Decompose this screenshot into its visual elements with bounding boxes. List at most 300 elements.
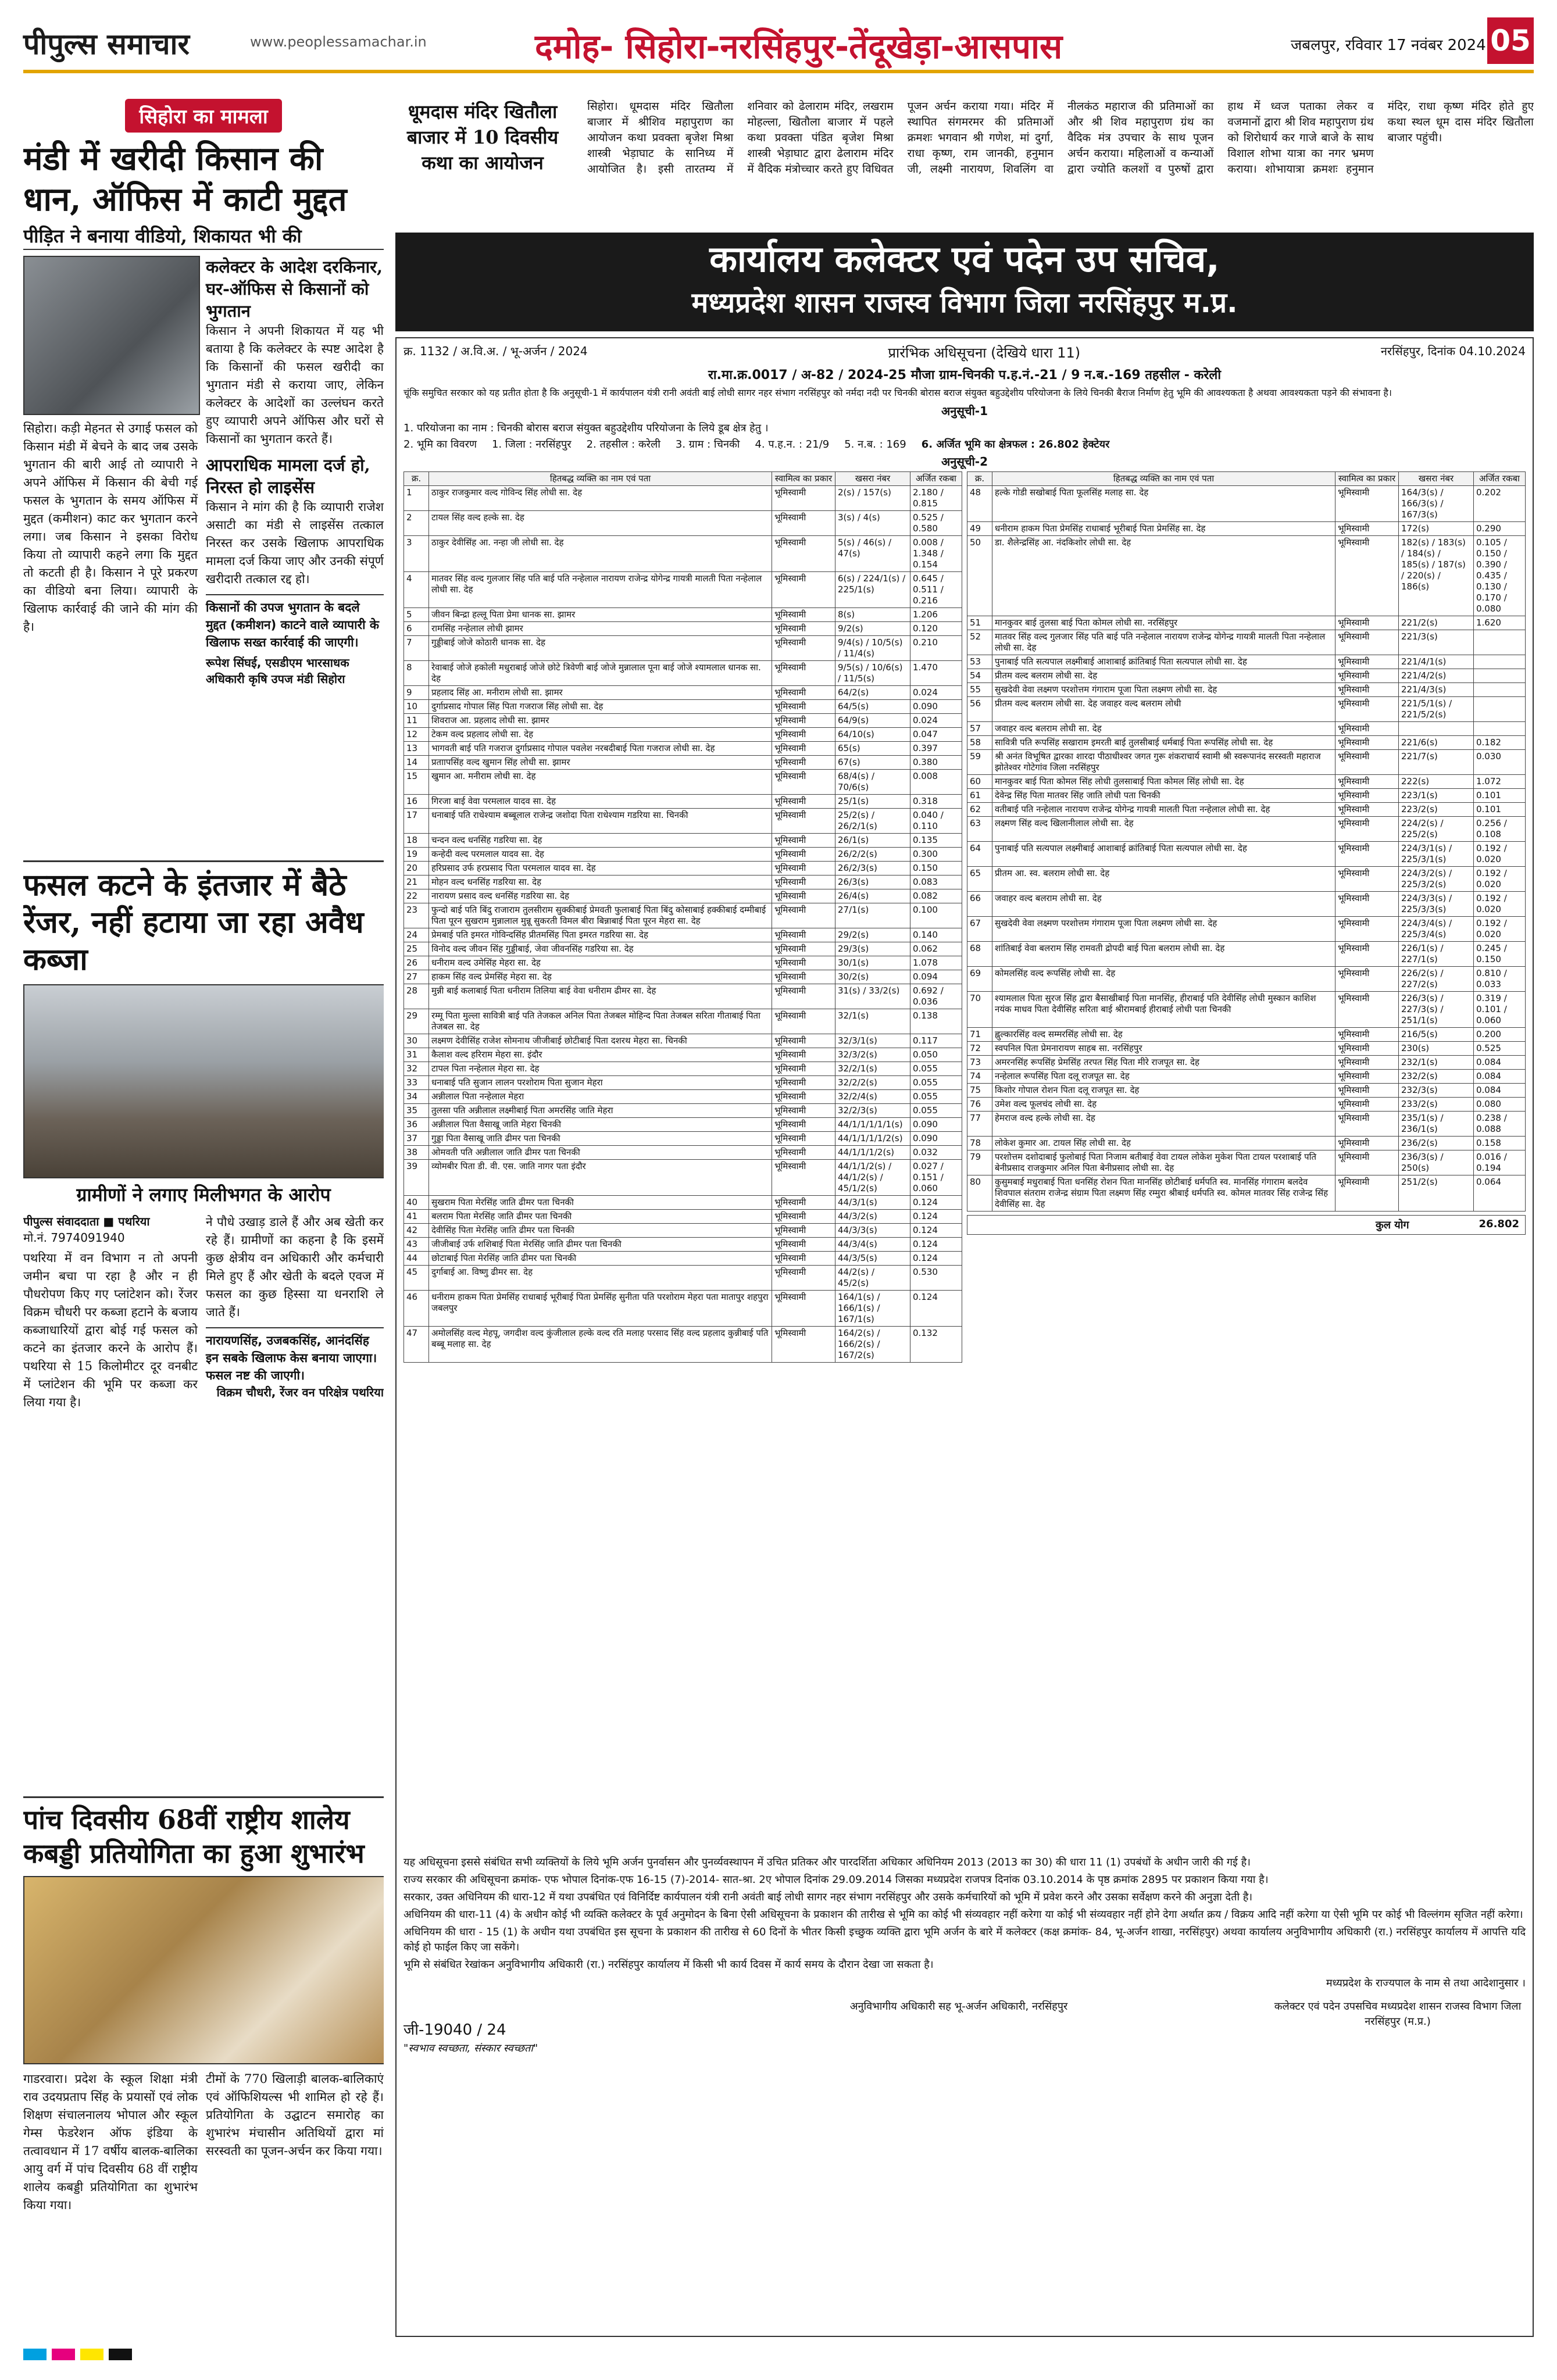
table-cell: रम्मू पिता मुल्ला सावित्री बाई पति तेजकल अनिल पिता तेजबल मोहिन्द पिता तेजबल सरिता गीताबाई पिता तेजबल सा. देह bbox=[429, 1009, 772, 1034]
land-detail-item: 6. अर्जित भूमि का क्षेत्रफल : 26.802 हेक्टेयर bbox=[921, 438, 1110, 451]
story-subhead: पीड़ित ने बनाया वीडियो, शिकायत भी की bbox=[23, 223, 384, 250]
table-cell: टायल सिंह वल्द हल्के सा. देह bbox=[429, 511, 772, 536]
table-row bbox=[404, 1118, 962, 1132]
table-cell: भूमिस्वामी bbox=[772, 572, 835, 608]
table-cell: भूमिस्वामी bbox=[1335, 1137, 1399, 1150]
table-cell: भूमिस्वामी bbox=[772, 1009, 835, 1034]
table-cell: भूमिस्वामी bbox=[772, 1048, 835, 1062]
table-cell: 0.101 bbox=[1474, 789, 1526, 803]
table-cell: 223/2(s) bbox=[1399, 803, 1474, 817]
table-cell: 0.124 bbox=[910, 1224, 962, 1238]
table-cell: 0.040 / 0.110 bbox=[910, 809, 962, 834]
table-cell: 15 bbox=[404, 770, 429, 795]
table-cell: 14 bbox=[404, 756, 429, 770]
table-cell: 64 bbox=[967, 842, 992, 867]
project-name: 1. परियोजना का नाम : चिनकी बोरास बराज संयुक्त बहुउद्देशीय परियोजना के लिये डूब क्षेत्र हेतु । bbox=[403, 422, 769, 434]
table-cell: 32 bbox=[404, 1062, 429, 1076]
table-cell: भूमिस्वामी bbox=[772, 1132, 835, 1146]
table-cell: 0.124 bbox=[910, 1291, 962, 1327]
table-row bbox=[404, 834, 962, 848]
signature-collector: कलेक्टर एवं पदेन उपसचिव मध्यप्रदेश शासन राजस्व विभाग जिला नरसिंहपुर (म.प्र.) bbox=[1274, 2000, 1522, 2028]
table-cell: 0.210 bbox=[910, 636, 962, 661]
table-row bbox=[967, 1042, 1526, 1056]
table-row bbox=[404, 1252, 962, 1266]
table-cell: 235/1(s) / 236/1(s) bbox=[1399, 1112, 1474, 1137]
table-cell: 13 bbox=[404, 742, 429, 756]
story-body-continued: ने पौधे उखाड़ डाले हैं और अब खेती कर रहे हैं। ग्रामीणों का कहना है कि इसमें कुछ क्षेत्रीय वन अधिकारी और कर्मचारी मिले हुए हैं और खेती के बदले एवज में फसल का कुछ हिस्सा या धनराशि ले जाते हैं। bbox=[206, 1215, 384, 1319]
table-row bbox=[967, 1028, 1526, 1042]
table-cell: 0.100 bbox=[910, 903, 962, 928]
table-cell: कैलाश वल्द हरिराम मेहरा सा. इंदौर bbox=[429, 1048, 772, 1062]
table-cell: 68/4(s) / 70/6(s) bbox=[835, 770, 910, 795]
table-cell: 0.084 bbox=[1474, 1070, 1526, 1084]
table-cell: 232/3(s) bbox=[1399, 1084, 1474, 1098]
table-cell: 54 bbox=[967, 669, 992, 683]
table-cell: 0.084 bbox=[1474, 1056, 1526, 1070]
table-cell: धनीराम हाकम पिता प्रेमसिंह राधाबाई भूरीबाई पिता प्रेमसिंह सा. देह bbox=[992, 522, 1335, 536]
table-row bbox=[967, 917, 1526, 942]
table-cell: 0.117 bbox=[910, 1034, 962, 1048]
table-cell: प्रीतम आ. स्व. बलराम लोधी सा. देह bbox=[992, 867, 1335, 892]
table-cell: भूमिस्वामी bbox=[1335, 616, 1399, 630]
table-cell: 26/2/3(s) bbox=[835, 862, 910, 875]
table-cell: शांतिबाई वेवा बलराम सिंह रामवती द्रोपदी बाई पिता बलराम लोधी सा. देह bbox=[992, 942, 1335, 967]
table-cell: 16 bbox=[404, 795, 429, 809]
quote-attribution: रूपेश सिंघई, एसडीएम भारसाधक अधिकारी कृषि उपज मंडी सिहोरा bbox=[206, 656, 349, 686]
table-cell: 0.192 / 0.020 bbox=[1474, 867, 1526, 892]
table-cell: 44/2(s) / 45/2(s) bbox=[835, 1266, 910, 1291]
notice-para: राज्य सरकार की अधिसूचना क्रमांक- एफ भोपाल दिनांक-एफ 16-15 (7)-2014- सात-श्रा. 2ए भोपाल दिनांक 29.09.2014 जिसका मध्यप्रदेश राजपत्र दिनांक 03.10.2014 के पृष्ठ क्रमांक 2895 पर प्रकाशन किया गया है। bbox=[403, 1874, 1269, 1886]
table-cell: 30 bbox=[404, 1034, 429, 1048]
table-cell: 0.135 bbox=[910, 834, 962, 848]
table-cell: भूमिस्वामी bbox=[772, 1118, 835, 1132]
story-headline: पांच दिवसीय 68वीं राष्ट्रीय शालेय कबड्डी प्रतियोगिता का हुआ शुभारंभ bbox=[23, 1804, 365, 1869]
governor-line: मध्यप्रदेश के राज्यपाल के नाम से तथा आदेशानुसार । bbox=[1326, 1977, 1526, 1989]
notice-title-line1: कार्यालय कलेक्टर एवं पदेन उप सचिव, bbox=[709, 238, 1220, 280]
table-cell: विनोद वल्द जीवन सिंह गुड्डीबाई, जेवा जीवनसिंह गडरिया सा. देह bbox=[429, 942, 772, 956]
table-cell: 0.238 / 0.088 bbox=[1474, 1112, 1526, 1137]
table-cell: भूमिस्वामी bbox=[772, 903, 835, 928]
table-cell: 232/2(s) bbox=[1399, 1070, 1474, 1084]
table-cell: भूमिस्वामी bbox=[772, 686, 835, 700]
table-cell: 0.318 bbox=[910, 795, 962, 809]
table-cell: 0.055 bbox=[910, 1062, 962, 1076]
table-cell: 39 bbox=[404, 1160, 429, 1196]
table-cell: 45 bbox=[404, 1266, 429, 1291]
issue-date: जबलपुर, रविवार 17 नवंबर 2024 bbox=[1291, 37, 1486, 54]
table-cell: 70 bbox=[967, 992, 992, 1028]
table-cell: 29/2(s) bbox=[835, 928, 910, 942]
table-cell: 0.055 bbox=[910, 1104, 962, 1118]
table-cell: 26/1(s) bbox=[835, 834, 910, 848]
table-cell: 0.192 / 0.020 bbox=[1474, 917, 1526, 942]
story-headline: फसल कटने के इंतजार में बैठे रेंजर, नहीं हटाया जा रहा अवैध कब्जा bbox=[23, 867, 364, 977]
table-cell: 1.072 bbox=[1474, 775, 1526, 789]
table-cell: बलराम पिता मेरसिंह जाति ढीमर पता चिनकी bbox=[429, 1210, 772, 1224]
schedule2-title: अनुसूची-2 bbox=[941, 455, 988, 469]
table-row bbox=[404, 1048, 962, 1062]
land-detail-item: 5. न.ब. : 169 bbox=[844, 438, 906, 451]
table-cell: 0.080 bbox=[1474, 1098, 1526, 1112]
table-cell: भूमिस्वामी bbox=[772, 875, 835, 889]
table-cell: 59 bbox=[967, 750, 992, 775]
table-cell: 0.300 bbox=[910, 848, 962, 862]
land-detail-item: 4. प.ह.न. : 21/9 bbox=[755, 438, 830, 451]
table-cell: 230(s) bbox=[1399, 1042, 1474, 1056]
col-header: हितबद्ध व्यक्ति का नाम एवं पता bbox=[429, 472, 772, 486]
table-cell: 49 bbox=[967, 522, 992, 536]
table-row bbox=[967, 892, 1526, 917]
table-row bbox=[967, 1175, 1526, 1212]
table-cell: भूमिस्वामी bbox=[1335, 867, 1399, 892]
table-cell: 46 bbox=[404, 1291, 429, 1327]
table-row bbox=[967, 992, 1526, 1028]
table-cell: 5 bbox=[404, 608, 429, 622]
table-cell: प्रीतम वल्द बलराम लोधी सा. देह जवाहर वल्द बलराम लोधी bbox=[992, 697, 1335, 722]
table-cell: जवाहर वल्द बलराम लोधी सा. देह bbox=[992, 892, 1335, 917]
black-mark bbox=[109, 2349, 132, 2360]
table-row bbox=[967, 736, 1526, 750]
table-cell: 44/3/5(s) bbox=[835, 1252, 910, 1266]
table-cell: 44 bbox=[404, 1252, 429, 1266]
table-cell: भूमिस्वामी bbox=[772, 486, 835, 511]
table-cell: मातवर सिंह वल्द गुलजार सिंह पति बाई पति नन्हेलाल नारायण राजेन्द्र योगेन्द्र गायत्री मालती पिता नन्हेलाल लोधी सा. देह bbox=[429, 572, 772, 608]
table-cell: 0.158 bbox=[1474, 1137, 1526, 1150]
table-cell: कुसुमबाई मधुराबाई पिता धनसिंह रोशन पिता मानसिंह छोटीबाई धर्मपति स्व. मानसिंह गंगाराम बलदेव शिवपाल संतराम राजेन्द्र संग्राम पिता लक्ष्मण सिंह रम्मुरा श्रीबाई धर्मपति स्व. कोमल मातवर सिंह राजेन्द्र सिंह देवीसिंह सा. देह bbox=[992, 1175, 1335, 1212]
ad-code: जी-19040 / 24 bbox=[403, 2021, 506, 2039]
table-cell: 0.090 bbox=[910, 1132, 962, 1146]
table-cell: धनीराम हाकम पिता प्रेमसिंह राधाबाई भूरीबाई पिता प्रेमसिंह सुनीता पति परशोराम मेहरा पता मातापुर शहपुरा जबलपुर bbox=[429, 1291, 772, 1327]
table-cell: सावित्री पति रूपसिंह सखाराम इमरती बाई तुलसीबाई धर्मबाई पिता रूपसिंह लोधी सा. देह bbox=[992, 736, 1335, 750]
table-row bbox=[967, 697, 1526, 722]
table-cell: 75 bbox=[967, 1084, 992, 1098]
table-cell: अन्नीलाल पिता नन्हेलाल मेहरा bbox=[429, 1090, 772, 1104]
table-cell: किशोर गोपाल रोशन पिता दलू राजपूत सा. देह bbox=[992, 1084, 1335, 1098]
table-cell: 0.083 bbox=[910, 875, 962, 889]
table-cell: गुड्डा पिता वैसाखू जाति ढीमर पता चिनकी bbox=[429, 1132, 772, 1146]
table-cell: 236/2(s) bbox=[1399, 1137, 1474, 1150]
table-row bbox=[404, 608, 962, 622]
table-cell: 64/10(s) bbox=[835, 728, 910, 742]
story-body: सिहोरा। धूमदास मंदिर खितौला बाजार में श्रीशिव महापुराण का आयोजन कथा प्रवक्ता बृजेश मिश्रा शास्त्री भेड़ाघाट के सानिध्य में आयोजित है। इसी तारतम्य में शनिवार को ढेलाराम मंदिर, लखराम मोहल्ला, खितौला बाजार में पहले कथा प्रवक्ता पंडित बृजेश मिश्रा शास्त्री भेड़ाघाट द्वारा ढेलाराम मंदिर में वैदिक मंत्रोच्चार करते हुए विधिवत पूजन अर्चन कराया गया। मंदिर में स्थापित संगमरमर की प्रतिमाओं क्रमशः भगवान श्री गणेश, मां दुर्गा, राधा कृष्ण, राम जानकी, हनुमान जी, लक्ष्मी नारायण, शिवलिंग वा नीलकंठ महाराज की प्रतिमाओं का और श्री शिव महापुराण ग्रंथ का वैदिक मंत्र उपचार के साथ पूजन अर्चन कराया। महिलाओं व कन्याओं द्वारा ज्योति कलशों व पुरुषों द्वारा हाथ में ध्वज पताका लेकर व वजमानों द्वारा श्री शिव महापुराण ग्रंथ को शिरोधार्य कर गाजे बाजे के साथ विशाल शोभा यात्रा का नगर भ्रमण कराया। शोभायात्रा क्रमशः हनुमान मंदिर, राधा कृष्ण मंदिर होते हुए कथा स्थल धूम दास मंदिर खितौला बाजार पहुंची। bbox=[587, 100, 1534, 176]
table-cell: गुड्डीबाई जोजे कोठारी धानक सा. देह bbox=[429, 636, 772, 661]
table-row bbox=[967, 630, 1526, 655]
table-cell: भूमिस्वामी bbox=[772, 608, 835, 622]
table-row bbox=[404, 1224, 962, 1238]
table-cell: 10 bbox=[404, 700, 429, 714]
table-cell: 6 bbox=[404, 622, 429, 636]
table-cell: नारायण प्रसाद वल्द धनसिंह गडरिया सा. देह bbox=[429, 889, 772, 903]
land-detail-item: 1. जिला : नरसिंहपुर bbox=[491, 438, 572, 451]
land-detail-item: 3. ग्राम : चिनकी bbox=[675, 438, 740, 451]
signature-sdm: अनुविभागीय अधिकारी सह भू-अर्जन अधिकारी, नरसिंहपुर bbox=[849, 2000, 1068, 2013]
table-cell: 0.380 bbox=[910, 756, 962, 770]
table-cell: भूमिस्वामी bbox=[772, 770, 835, 795]
table-cell: 0.530 bbox=[910, 1266, 962, 1291]
table-cell: पुनाबाई पति सत्यपाल लक्ष्मीबाई आशाबाई क्रांतिबाई पिता सत्यपाल लोधी सा. देह bbox=[992, 842, 1335, 867]
table-row bbox=[404, 1034, 962, 1048]
masthead bbox=[23, 17, 1534, 73]
table-cell: भूमिस्वामी bbox=[772, 1090, 835, 1104]
table-cell: धनाबाई पति राधेश्याम बब्बूलाल राजेन्द्र जशोदा पिता राधेश्याम गडरिया सा. चिनकी bbox=[429, 809, 772, 834]
table-cell: 0.032 bbox=[910, 1146, 962, 1160]
table-row bbox=[404, 622, 962, 636]
table-cell: भूमिस्वामी bbox=[772, 1327, 835, 1363]
crime-body: किसान ने मांग की है कि व्यापारी राजेश असाटी का मंडी से लाइसेंस तत्काल निरस्त कर उसके खिलाफ आपराधिक मामला दर्ज किया जाए और उनकी संपूर्ण खरीदारी तत्काल रद्द हो। bbox=[206, 500, 384, 586]
table-cell: धनाबाई पति सुजान लालन परशोराम पिता सुजान मेहरा bbox=[429, 1076, 772, 1090]
table-row bbox=[404, 1076, 962, 1090]
table-cell: स्वपनिल पिता प्रेमनारायण साहब सा. नरसिंहपुर bbox=[992, 1042, 1335, 1056]
table-cell: भूमिस्वामी bbox=[772, 1252, 835, 1266]
table-cell: हेमराज वल्द हल्के लोधी सा. देह bbox=[992, 1112, 1335, 1137]
table-cell: 0.055 bbox=[910, 1090, 962, 1104]
land-detail-item: 2. तहसील : करेली bbox=[586, 438, 660, 451]
table-cell: हाकम सिंह वल्द प्रेमसिंह मेहरा सा. देह bbox=[429, 970, 772, 984]
table-cell: भूमिस्वामी bbox=[1335, 697, 1399, 722]
table-cell: टापल पिता नन्हेलाल मेहरा सा. देह bbox=[429, 1062, 772, 1076]
table-cell: 0.094 bbox=[910, 970, 962, 984]
col-header: क्र. bbox=[967, 472, 992, 486]
table-cell: 8(s) bbox=[835, 608, 910, 622]
table-cell: छोटाबाई पिता मेरसिंह जाति ढीमर पता चिनकी bbox=[429, 1252, 772, 1266]
table-cell: भूमिस्वामी bbox=[772, 1146, 835, 1160]
table-cell: 224/3/4(s) / 225/3/4(s) bbox=[1399, 917, 1474, 942]
table-cell: 0.105 / 0.150 / 0.390 / 0.435 / 0.130 / 0.170 / 0.080 bbox=[1474, 536, 1526, 616]
table-cell: श्यामलाल पिता सुरज सिंह द्वारा बैसाखीबाई पिता मानसिंह, हीराबाई पति देवीसिंह लोधी मुस्कान काशिश नयंक माधव पिता देवीसिंह सरिता बाई श्रीरामबाई हीराबाई लोधी पता चिनकी bbox=[992, 992, 1335, 1028]
table-cell: भूमिस्वामी bbox=[772, 834, 835, 848]
website-url[interactable]: www.peoplessamachar.in bbox=[250, 34, 427, 50]
table-row bbox=[404, 1104, 962, 1118]
table-cell: अन्नीलाल पिता वैसाखू जाति मेहरा चिनकी bbox=[429, 1118, 772, 1132]
table-cell: 0.084 bbox=[1474, 1084, 1526, 1098]
table-cell bbox=[1474, 669, 1526, 683]
col-header: क्र. bbox=[404, 472, 429, 486]
table-cell: भूमिस्वामी bbox=[1335, 1042, 1399, 1056]
table-cell: व्योमबीर पिता डी. वी. एस. जाति नागर पता इंदौर bbox=[429, 1160, 772, 1196]
cyan-mark bbox=[23, 2349, 47, 2360]
table-row bbox=[404, 984, 962, 1009]
table-cell: दुर्गाप्रसाद गोपाल सिंह पिता गजराज सिंह लोधी सा. देह bbox=[429, 700, 772, 714]
col-header: अर्जित रकबा bbox=[910, 472, 962, 486]
table-cell: 69 bbox=[967, 967, 992, 992]
table-cell: 0.064 bbox=[1474, 1175, 1526, 1212]
table-cell: 44/3/1(s) bbox=[835, 1196, 910, 1210]
table-cell: 224/3/2(s) / 225/3/2(s) bbox=[1399, 867, 1474, 892]
table-cell: 1.620 bbox=[1474, 616, 1526, 630]
table-cell: 0.256 / 0.108 bbox=[1474, 817, 1526, 842]
table-cell: 32/3/2(s) bbox=[835, 1048, 910, 1062]
table-cell: 31(s) / 33/2(s) bbox=[835, 984, 910, 1009]
table-cell: खुमान आ. मनीराम लोधी सा. देह bbox=[429, 770, 772, 795]
table-cell: 232/1(s) bbox=[1399, 1056, 1474, 1070]
table-cell: 0.008 bbox=[910, 770, 962, 795]
table-cell: जीवन बिन्द्रा हल्लू पिता प्रेमा धानक सा. झामर bbox=[429, 608, 772, 622]
table-cell: भूमिस्वामी bbox=[1335, 917, 1399, 942]
table-row bbox=[404, 848, 962, 862]
table-cell: 55 bbox=[967, 683, 992, 697]
table-row bbox=[404, 1327, 962, 1363]
table-cell: भूमिस्वामी bbox=[772, 1210, 835, 1224]
table-cell: 0.525 bbox=[1474, 1042, 1526, 1056]
table-cell: 221/2(s) bbox=[1399, 616, 1474, 630]
table-cell: भूमिस्वामी bbox=[772, 848, 835, 862]
table-cell: 0.024 bbox=[910, 714, 962, 728]
print-color-marks bbox=[23, 2349, 1534, 2363]
table-cell: 0.319 / 0.101 / 0.060 bbox=[1474, 992, 1526, 1028]
table-cell: 5(s) / 46(s) / 47(s) bbox=[835, 536, 910, 572]
table-cell: देवेन्द्र सिंह पिता मातवर सिंह जाति लोधी पता चिनकी bbox=[992, 789, 1335, 803]
table-cell: जीजीबाई उर्फ शशिबाई पिता मेरसिंह जाति ढीमर पता चिनकी bbox=[429, 1238, 772, 1252]
land-detail-item: 2. भूमि का विवरण bbox=[403, 438, 477, 451]
table-cell: 9/4(s) / 10/5(s) / 11/4(s) bbox=[835, 636, 910, 661]
table-row bbox=[404, 661, 962, 686]
table-cell: 221/5/1(s) / 221/5/2(s) bbox=[1399, 697, 1474, 722]
table-cell: 44/3/3(s) bbox=[835, 1224, 910, 1238]
table-cell: शिवराज आ. प्रहलाद लोधी सा. झामर bbox=[429, 714, 772, 728]
table-row bbox=[967, 1137, 1526, 1150]
table-cell: भूमिस्वामी bbox=[1335, 892, 1399, 917]
table-cell: 0.047 bbox=[910, 728, 962, 742]
table-cell: 25/1(s) bbox=[835, 795, 910, 809]
table-cell: 223/1(s) bbox=[1399, 789, 1474, 803]
table-cell: भूमिस्वामी bbox=[1335, 1112, 1399, 1137]
table-row bbox=[967, 683, 1526, 697]
table-cell: 221/6(s) bbox=[1399, 736, 1474, 750]
table-cell: 0.150 bbox=[910, 862, 962, 875]
table-cell: 0.027 / 0.151 / 0.060 bbox=[910, 1160, 962, 1196]
table-row bbox=[404, 1210, 962, 1224]
table-row bbox=[404, 1160, 962, 1196]
magenta-mark bbox=[52, 2349, 75, 2360]
table-row bbox=[404, 956, 962, 970]
table-cell: लक्ष्मण सिंह वल्द खिलानीलाल लोधी सा. देह bbox=[992, 817, 1335, 842]
table-cell: 33 bbox=[404, 1076, 429, 1090]
table-cell: 26/2/2(s) bbox=[835, 848, 910, 862]
table-row bbox=[967, 867, 1526, 892]
table-cell: भूमिस्वामी bbox=[1335, 1056, 1399, 1070]
table-cell: 0.245 / 0.150 bbox=[1474, 942, 1526, 967]
table-cell: 164/3(s) / 166/3(s) / 167/3(s) bbox=[1399, 486, 1474, 522]
notice-para: अधिनियम की धारा - 15 (1) के अधीन यथा उपबंधित इस सूचना के प्रकाशन की तारीख से 60 दिनों के भीतर किसी इच्छुक व्यक्ति द्वारा भूमि अर्जन के बारे में कलेक्टर (कक्ष क्रमांक- 84, भू-अर्जन शाखा, नरसिंहपुर) अथवा कार्यालय अनुविभागीय अधिकारी (रा.) नरसिंहपुर कार्यालय में आपत्ति यदि कोई हो फाईल किए जा सकेंगे। bbox=[403, 1926, 1526, 1953]
table-cell: 224/2(s) / 225/2(s) bbox=[1399, 817, 1474, 842]
table-cell: 0.810 / 0.033 bbox=[1474, 967, 1526, 992]
table-cell: भूमिस्वामी bbox=[1335, 1150, 1399, 1175]
table-row bbox=[967, 967, 1526, 992]
table-cell: भूमिस्वामी bbox=[772, 756, 835, 770]
table-cell: 53 bbox=[967, 655, 992, 669]
table-cell: 0.124 bbox=[910, 1238, 962, 1252]
table-cell: 0.008 / 1.348 / 0.154 bbox=[910, 536, 962, 572]
table-cell: 221/4/1(s) bbox=[1399, 655, 1474, 669]
table-cell: 60 bbox=[967, 775, 992, 789]
table-cell: 0.140 bbox=[910, 928, 962, 942]
table-cell: भूमिस्वामी bbox=[772, 956, 835, 970]
table-cell: भूमिस्वामी bbox=[772, 862, 835, 875]
table-cell: ओमवती पति अन्नीलाल जाति ढीमर पता चिनकी bbox=[429, 1146, 772, 1160]
table-cell: 18 bbox=[404, 834, 429, 848]
table-cell: ठाकुर राजकुमार वल्द गोविन्द सिंह लोधी सा. देह bbox=[429, 486, 772, 511]
table-row bbox=[967, 1070, 1526, 1084]
story-headline: मंडी में खरीदी किसान की धान, ऑफिस में काटी मुद्दत bbox=[23, 140, 347, 219]
table-cell: भूमिस्वामी bbox=[772, 1104, 835, 1118]
table-cell: 63 bbox=[967, 817, 992, 842]
table-cell: 216/5(s) bbox=[1399, 1028, 1474, 1042]
section-tag: सिहोरा का मामला bbox=[125, 99, 281, 133]
table-cell: 9/2(s) bbox=[835, 622, 910, 636]
table-cell: 12 bbox=[404, 728, 429, 742]
table-cell: 236/3(s) / 250(s) bbox=[1399, 1150, 1474, 1175]
table-cell: 24 bbox=[404, 928, 429, 942]
table-cell: भूमिस्वामी bbox=[1335, 736, 1399, 750]
table-cell: 32/2/1(s) bbox=[835, 1062, 910, 1076]
table-cell: भूमिस्वामी bbox=[772, 536, 835, 572]
table-cell: 31 bbox=[404, 1048, 429, 1062]
table-cell: भूमिस्वामी bbox=[1335, 1028, 1399, 1042]
table-cell: 0.120 bbox=[910, 622, 962, 636]
table-cell: परशोत्तम दशोदाबाई फुलोबाई पिता निजाम बतीबाई वेवा टायल लोकेश मुकेश पिता टायल परशाबाई पति बेनीप्रसाद राजकुमार अनिल पिता बेनीप्रसाद लोधी सा. देह bbox=[992, 1150, 1335, 1175]
land-details bbox=[403, 437, 1526, 451]
table-cell: हरिप्रसाद उर्फ हरप्रसाद पिता परमलाल यादव सा. देह bbox=[429, 862, 772, 875]
table-cell: 30/2(s) bbox=[835, 970, 910, 984]
table-cell: भागवती बाई पति गजराज दुर्गाप्रसाद गोपाल पवलेश नरबदीबाई पिता गजराज लोधी सा. देह bbox=[429, 742, 772, 756]
table-cell: 0.397 bbox=[910, 742, 962, 756]
table-cell: 29 bbox=[404, 1009, 429, 1034]
news-photo bbox=[23, 256, 200, 415]
table-cell: 76 bbox=[967, 1098, 992, 1112]
table-cell: 44/3/4(s) bbox=[835, 1238, 910, 1252]
table-cell bbox=[1474, 683, 1526, 697]
table-cell: 9/5(s) / 10/6(s) / 11/5(s) bbox=[835, 661, 910, 686]
table-row bbox=[404, 1062, 962, 1076]
table-cell: भूमिस्वामी bbox=[772, 970, 835, 984]
table-cell: 67 bbox=[967, 917, 992, 942]
table-cell: 36 bbox=[404, 1118, 429, 1132]
notice-para: भूमि से संबंधित रेखांकन अनुविभागीय अधिकारी (रा.) नरसिंहपुर कार्यालय में किसी भी कार्य दिवस में कार्य समय के दौरान देखा जा सकता है। bbox=[403, 1959, 934, 1971]
table-cell: 2.180 / 0.815 bbox=[910, 486, 962, 511]
table-row bbox=[404, 536, 962, 572]
table-cell: रेवाबाई जोजे हकोली मधुराबाई जोजे छोटे त्रिवेणी बाई जोजे मुन्नालाल पूना बाई जोजे श्यामलाल धानक सा. देह bbox=[429, 661, 772, 686]
table-cell: 6(s) / 224/1(s) / 225/1(s) bbox=[835, 572, 910, 608]
story-body-continued: टीमों के 770 खिलाड़ी बालक-बालिकाएं एवं ऑफिशियल्स भी शामिल हो रहे हैं। प्रतियोगिता के उद्घाटन समारोह का शुभारंभ मंचासीन अतिथियों द्वारा मां सरस्वती का पूजन-अर्चन कर किया गया। bbox=[206, 2072, 384, 2158]
table-row bbox=[404, 1266, 962, 1291]
table-cell: 0.016 / 0.194 bbox=[1474, 1150, 1526, 1175]
total-row bbox=[967, 1215, 1526, 1235]
table-cell: 0.290 bbox=[1474, 522, 1526, 536]
table-cell: 0.645 / 0.511 / 0.216 bbox=[910, 572, 962, 608]
table-cell: 0.024 bbox=[910, 686, 962, 700]
table-cell bbox=[1474, 655, 1526, 669]
table-row bbox=[967, 522, 1526, 536]
table-cell: रामसिंह नन्हेलाल लोधी झामर bbox=[429, 622, 772, 636]
table-row bbox=[404, 686, 962, 700]
story-body: सिहोरा। कड़ी मेहनत से उगाई फसल को किसान मंडी में बेचने के बाद जब उसके भुगतान की बारी आई तो व्यापारी ने अपने ऑफिस में किसान की बेची गई फसल के भुगतान के समय ऑफिस में मुद्दत (कमीशन) काट कर भुगतान करने लगा। जब किसान ने इसका विरोध किया तो व्यापारी कहने लगा कि मुद्दत तो कटती ही है। किसान ने पूरे प्रकरण का वीडियो बना लिया। व्यापारी के खिलाफ कार्रवाई की जाने की मांग की है। bbox=[23, 421, 198, 634]
table-row bbox=[967, 789, 1526, 803]
table-cell: 221/4/3(s) bbox=[1399, 683, 1474, 697]
table-row bbox=[967, 616, 1526, 630]
table-cell: 0.202 bbox=[1474, 486, 1526, 522]
table-cell: 0.124 bbox=[910, 1252, 962, 1266]
table-cell: भूमिस्वामी bbox=[1335, 655, 1399, 669]
table-cell: 4 bbox=[404, 572, 429, 608]
table-cell: 0.132 bbox=[910, 1327, 962, 1363]
table-cell: 0.192 / 0.020 bbox=[1474, 842, 1526, 867]
table-cell: भूमिस्वामी bbox=[1335, 722, 1399, 736]
table-cell: डा. शैलेन्द्रसिंह आ. नंदकिशोर लोधी सा. देह bbox=[992, 536, 1335, 616]
story-katha bbox=[395, 99, 1534, 227]
table-row bbox=[404, 714, 962, 728]
table-cell: 37 bbox=[404, 1132, 429, 1146]
table-cell: 47 bbox=[404, 1327, 429, 1363]
